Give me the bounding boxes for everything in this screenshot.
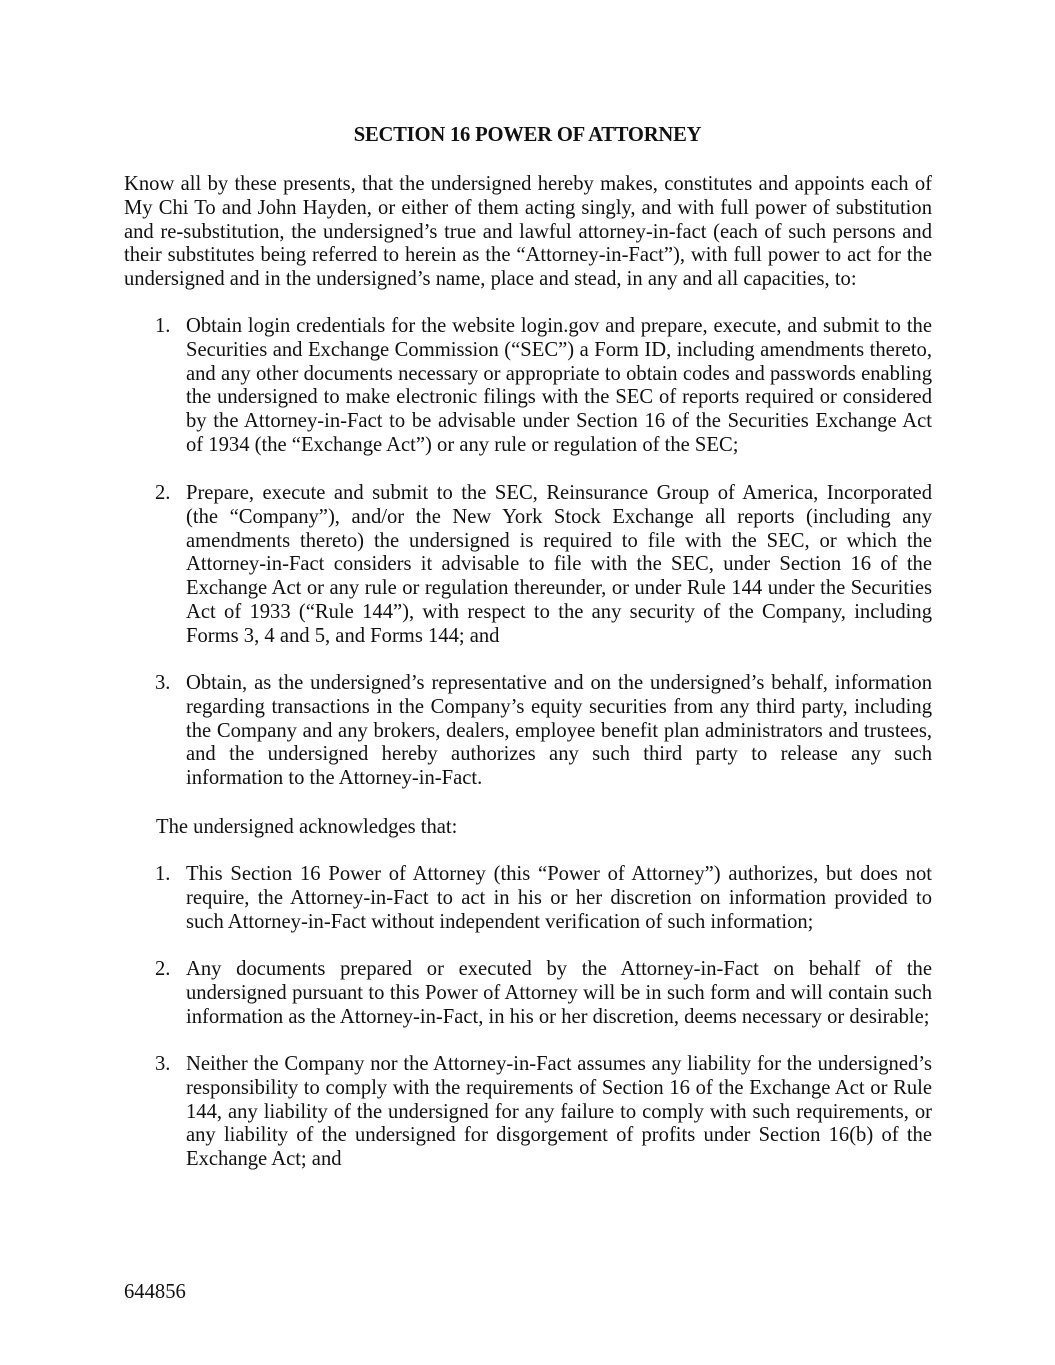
document-footer-id: 644856: [124, 1281, 186, 1303]
list-text: Prepare, execute and submit to the SEC, Reinsurance Group of America, Incorporated (the “Company”), and/or the New York Stock Exchange all reports (including any amendments thereto) the undersigned is required to file with the SEC, or which the Attorney-in-Fact considers it advisable to file with the SEC, under Section 16 of the Exchange Act or any rule or regulation thereunder, or under Rule 144 under the Securities Act of 1933 (“Rule 144”), with respect to the any security of the Company, including Forms 3, 4 and 5, and Forms 144; and: [186, 482, 932, 647]
list-number: 1.: [155, 315, 171, 337]
list-number: 1.: [155, 863, 171, 885]
list-text: This Section 16 Power of Attorney (this “Power of Attorney”) authorizes, but does not require, the Attorney-in-Fact to act in his or her discretion on information provided to such Attorney-in-Fact without independent verification of such information;: [186, 863, 932, 933]
document-title: SECTION 16 POWER OF ATTORNEY: [353, 124, 702, 146]
list-text: Neither the Company nor the Attorney-in-Fact assumes any liability for the undersigned’s responsibility to comply with the requirements of Section 16 of the Exchange Act or Rule 144, any liability of the undersigned for any failure to comply with such requirements, or any liability of the undersigned for disgorgement of profits under Section 16(b) of the Exchange Act; and: [186, 1053, 932, 1171]
list-number: 2.: [155, 482, 171, 504]
list-number: 3.: [155, 1053, 171, 1075]
acknowledgment-heading: The undersigned acknowledges that:: [156, 816, 458, 838]
list-text: Obtain, as the undersigned’s representative and on the undersigned’s behalf, information regarding transactions in the Company’s equity securities from any third party, including the Company and any brokers, dealers, employee benefit plan administrators and trustees, and the undersigned hereby authorizes any such third party to release any such information to the Attorney-in-Fact.: [186, 672, 932, 790]
list-text: Obtain login credentials for the website login.gov and prepare, execute, and submit to the Securities and Exchange Commission (“SEC”) a Form ID, including amendments thereto, and any other documents necessary or appropriate to obtain codes and passwords enabling the undersigned to make electronic filings with the SEC of reports required or considered by the Attorney-in-Fact to be advisable under Section 16 of the Securities Exchange Act of 1934 (the “Exchange Act”) or any rule or regulation of the SEC;: [186, 315, 932, 456]
list-number: 3.: [155, 672, 171, 694]
intro-paragraph: Know all by these presents, that the undersigned hereby makes, constitutes and appoints each of My Chi To and John Hayden, or either of them acting singly, and with full power of substitution and re-substitution, the undersigned’s true and lawful attorney-in-fact (each of such persons and their substitutes being referred to herein as the “Attorney-in-Fact”), with full power to act for the undersigned and in the undersigned’s name, place and stead, in any and all capacities, to:: [124, 173, 932, 291]
list-text: Any documents prepared or executed by the Attorney-in-Fact on behalf of the undersigned pursuant to this Power of Attorney will be in such form and will contain such information as the Attorney-in-Fact, in his or her discretion, deems necessary or desirable;: [186, 958, 932, 1028]
list-number: 2.: [155, 958, 171, 980]
